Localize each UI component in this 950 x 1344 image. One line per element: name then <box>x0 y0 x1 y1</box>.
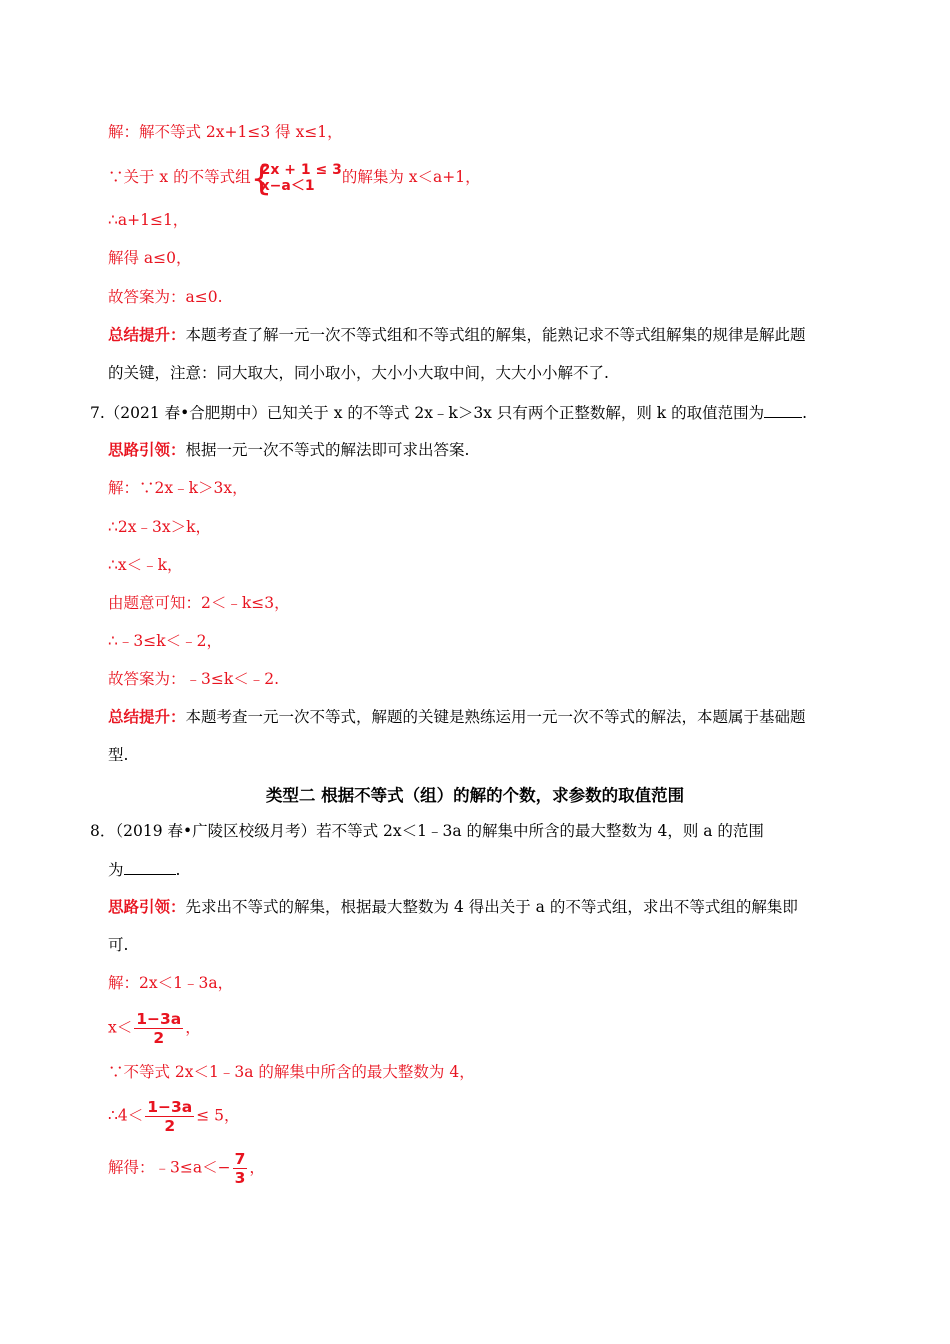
q7-summary-line-1 <box>108 706 806 728</box>
answer-blank[interactable] <box>124 858 176 875</box>
q8-question-end: . <box>175 861 181 879</box>
fraction <box>145 1098 194 1135</box>
q8-s4-prefix: ∴4＜ <box>108 1106 144 1125</box>
q7-solution-line-2: ∴2x﹣3x＞k， <box>108 518 211 536</box>
q7-summary-line-2: 型. <box>108 746 129 764</box>
q8-question-line-1: 8．（2019 春•广陵区校级月考）若不等式 2x＜1﹣3a 的解集中所含的最大整数为 4，则 a 的范围 <box>90 822 764 840</box>
fraction-denominator: 3 <box>234 1169 246 1187</box>
q8-hint-label: 思路引领： <box>108 897 186 916</box>
q6-summary-text-1: 本题考查了解一元一次不等式组和不等式组的解集，能熟记求不等式组解集的规律是解此题 <box>185 326 806 344</box>
section-heading: 类型二 根据不等式（组）的解的个数，求参数的取值范围 <box>265 786 685 805</box>
q8-solution-line-2 <box>108 1010 201 1047</box>
q6-solution-line-4: 解得 a≤0， <box>108 249 192 267</box>
q7-hint-label: 思路引领： <box>108 440 186 459</box>
q6-line2-suffix: 的解集为 x＜a+1， <box>341 168 481 186</box>
q8-s5-prefix: 解得：﹣3≤a＜− <box>108 1158 231 1177</box>
q8-question-prefix: 为 <box>108 861 124 879</box>
q8-s2-suffix: ， <box>185 1018 201 1037</box>
q6-solution-line-3: ∴a+1≤1， <box>108 211 189 229</box>
q7-solution-line-4: 由题意可知：2＜﹣k≤3， <box>108 594 290 612</box>
q7-hint <box>108 439 469 461</box>
q8-s5-suffix: ， <box>249 1158 265 1177</box>
q7-solution-line-1: 解：∵2x﹣k＞3x， <box>108 479 248 497</box>
q8-hint-text-1: 先求出不等式的解集，根据最大整数为 4 得出关于 a 的不等式组，求出不等式组的解集即 <box>185 898 798 916</box>
inequality-system <box>250 159 342 199</box>
q6-summary-line-1 <box>108 324 806 346</box>
brace-icon: { <box>250 159 273 199</box>
q6-line2-prefix: ∵关于 x 的不等式组 <box>108 168 251 186</box>
q6-solution-line-5: 故答案为：a≤0. <box>108 288 223 306</box>
q7-summary-label: 总结提升： <box>108 707 186 726</box>
system-row-2: x−a＜1 <box>260 178 315 194</box>
fraction <box>134 1010 183 1047</box>
answer-blank[interactable] <box>764 401 802 418</box>
system-row-1: 2x + 1 ≤ 3 <box>260 162 342 178</box>
q8-solution-line-1: 解：2x＜1﹣3a， <box>108 974 234 992</box>
q6-summary-label: 总结提升： <box>108 325 186 344</box>
q7-question <box>90 401 807 424</box>
q7-solution-line-5: ∴﹣3≤k＜﹣2， <box>108 632 222 650</box>
q8-s2-prefix: x＜ <box>108 1018 133 1037</box>
q6-summary-line-2: 的关键，注意：同大取大，同小取小，大小小大取中间，大大小小解不了. <box>108 364 609 382</box>
fraction-numerator: 1−3a <box>136 1010 182 1028</box>
q7-summary-text-1: 本题考查一元一次不等式，解题的关键是熟练运用一元一次不等式的解法，本题属于基础题 <box>185 708 806 726</box>
q7-question-text: 7.（2021 春•合肥期中）已知关于 x 的不等式 2x﹣k＞3x 只有两个正整数解，则 k 的取值范围为 <box>90 404 765 422</box>
q8-solution-line-5 <box>108 1150 265 1187</box>
q7-solution-line-3: ∴x＜﹣k， <box>108 556 183 574</box>
fraction-numerator: 7 <box>234 1150 246 1168</box>
fraction <box>233 1150 248 1187</box>
q8-solution-line-4 <box>108 1098 240 1135</box>
fraction-numerator: 1−3a <box>147 1098 193 1116</box>
fraction-denominator: 2 <box>164 1117 176 1135</box>
q6-solution-line-1: 解：解不等式 2x+1≤3 得 x≤1， <box>108 123 343 141</box>
q7-solution-line-6: 故答案为：﹣3≤k＜﹣2. <box>108 670 280 688</box>
q7-question-end: . <box>802 404 808 422</box>
q8-question-line-2 <box>108 858 180 881</box>
q8-hint-line-2: 可. <box>108 936 129 954</box>
q6-solution-line-2 <box>108 159 481 199</box>
q7-hint-text: 根据一元一次不等式的解法即可求出答案. <box>185 441 470 459</box>
q8-s4-suffix: ≤ 5， <box>196 1106 240 1125</box>
fraction-denominator: 2 <box>153 1029 165 1047</box>
q8-hint-line-1 <box>108 896 798 918</box>
q8-solution-line-3: ∵不等式 2x＜1﹣3a 的解集中所含的最大整数为 4， <box>108 1063 475 1081</box>
